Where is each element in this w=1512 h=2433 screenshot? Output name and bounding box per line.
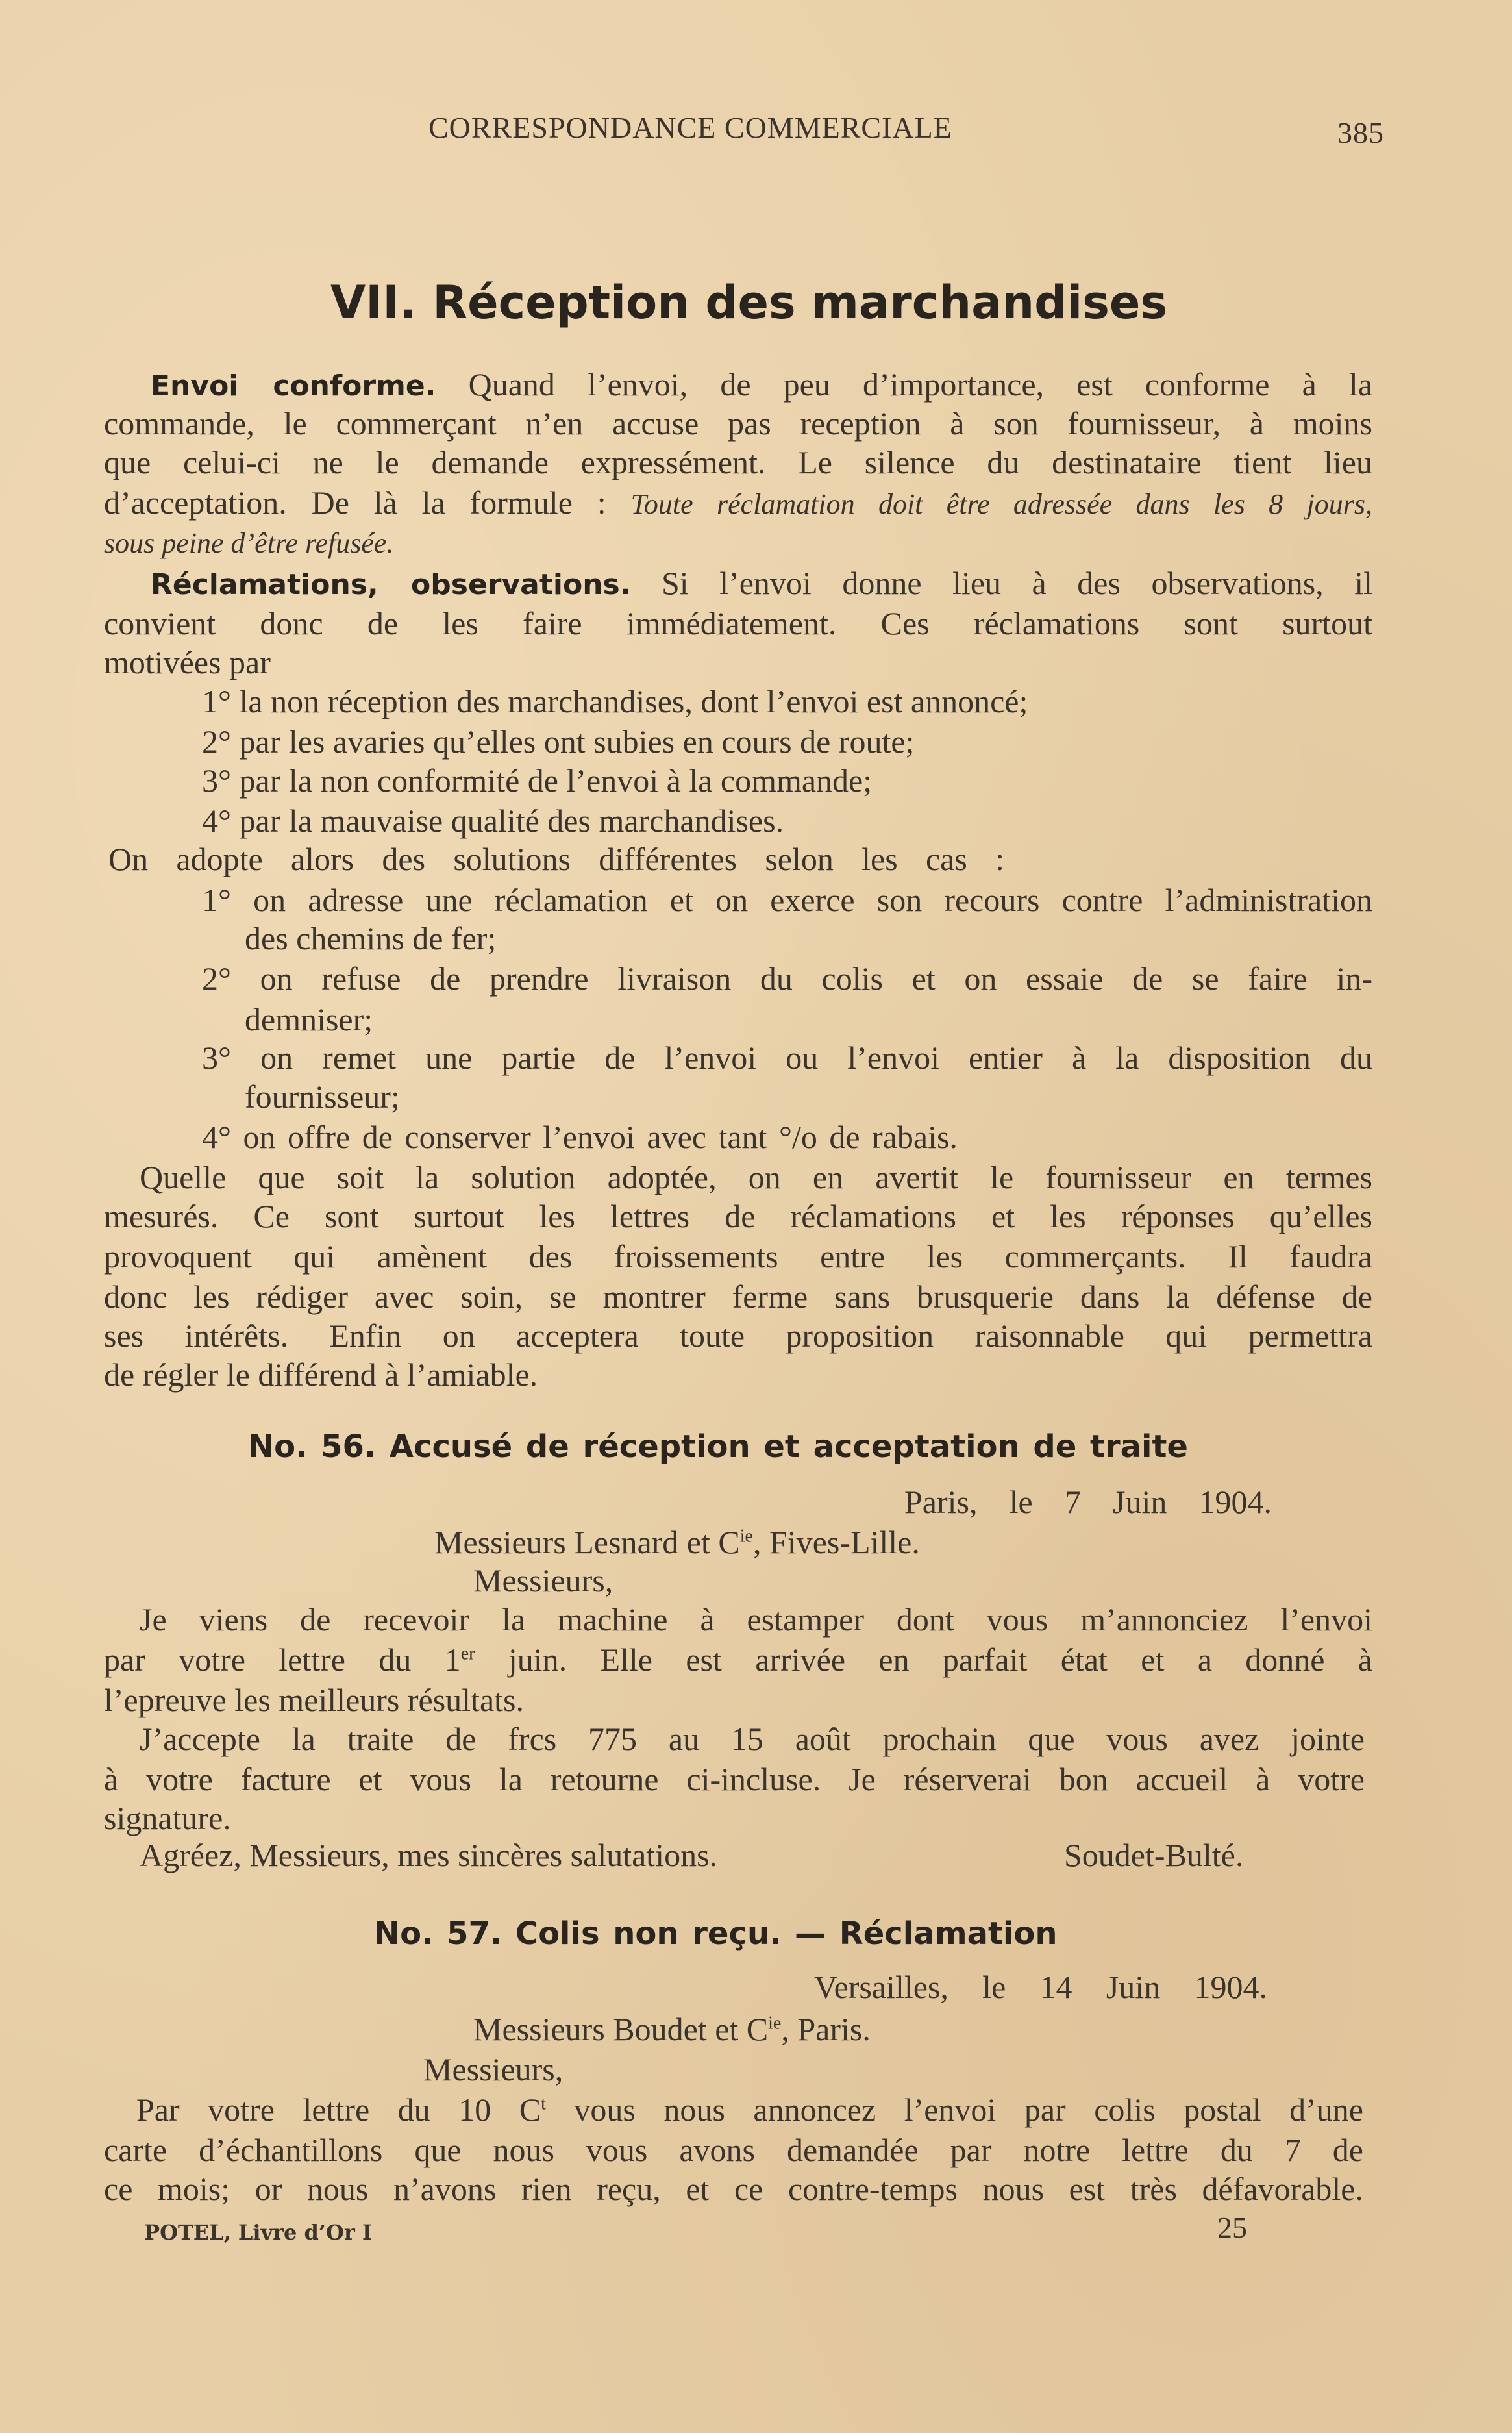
paragraph-line: On adopte alors des solutions différentes selon les cas : <box>108 841 1004 877</box>
paragraph-line: donc les rédiger avec soin, se montrer ferme sans brusquerie dans la défense de <box>104 1279 1372 1315</box>
section-title: VII. Réception des marchandises <box>330 276 1168 329</box>
formula-italic: Toute réclamation doit être adressée dans les 8 jours, <box>630 488 1372 520</box>
running-title: CORRESPONDANCE COMMERCIALE <box>428 111 952 144</box>
text: vous nous annoncez l’envoi par colis postal d’une <box>545 2091 1363 2128</box>
letter-line: carte d’échantillons que nous vous avons demandée par notre lettre du 7 de <box>104 2132 1363 2168</box>
list-item: 3° par la non conformité de l’envoi à la commande; <box>202 762 873 799</box>
text: de rabais. <box>829 1119 958 1155</box>
text: , Fives-Lille. <box>752 1524 920 1560</box>
list-item: 3° on remet une partie de l’envoi ou l’envoi entier à la disposition du <box>202 1040 1372 1076</box>
paragraph-line: mesurés. Ce sont surtout les lettres de réclamations et les réponses qu’elles <box>104 1198 1372 1234</box>
text: , Paris. <box>781 2011 871 2047</box>
letter-salutation: Messieurs, <box>473 1562 613 1599</box>
letter-line <box>104 1640 1372 1680</box>
percent-sign: °/o <box>778 1119 817 1155</box>
list-item <box>202 1117 958 1157</box>
list-item-cont: demniser; <box>245 1001 373 1038</box>
letter-addressee <box>473 2010 871 2049</box>
formula-italic: sous peine d’être refusée. <box>104 527 394 559</box>
text: 4° on offre de conserver l’envoi avec tant <box>202 1119 767 1155</box>
text: d’acceptation. De là la formule : <box>104 484 606 521</box>
list-item: 4° par la mauvaise qualité des marchandises. <box>202 803 784 839</box>
list-item-cont: des chemins de fer; <box>245 920 497 956</box>
letter-heading: No. 57. Colis non reçu. — Réclamation <box>374 1915 1058 1952</box>
letter-addressee <box>434 1523 920 1562</box>
text: Messieurs Lesnard et C <box>434 1524 740 1560</box>
paragraph-line <box>104 483 1372 523</box>
letter-line: Je viens de recevoir la machine à estamper dont vous m’annonciez l’envoi <box>140 1601 1372 1638</box>
paragraph-line: de régler le différend à l’amiable. <box>104 1356 538 1393</box>
text: Si l’envoi donne lieu à des observations, il <box>661 565 1372 601</box>
letter-closing: Agréez, Messieurs, mes sincères salutations. <box>140 1837 718 1873</box>
page-number: 385 <box>1337 116 1384 149</box>
list-item-cont: fournisseur; <box>245 1079 400 1115</box>
paragraph-line: ses intérêts. Enfin on acceptera toute proposition raisonnable qui permettra <box>104 1317 1372 1354</box>
paragraph-line <box>151 564 1372 603</box>
letter-line: l’epreuve les meilleurs résultats. <box>104 1682 524 1718</box>
letter-line: J’accepte la traite de frcs 775 au 15 août prochain que vous avez jointe <box>140 1721 1365 1757</box>
text: juin. Elle est arrivée en parfait état et a donné à <box>475 1641 1372 1678</box>
paragraph-line: que celui-ci ne le demande expressément. Le silence du destinataire tient lieu <box>104 444 1372 480</box>
letter-signature: Soudet-Bulté. <box>1064 1837 1244 1873</box>
text: par votre lettre du 1 <box>104 1641 461 1678</box>
list-item: 1° on adresse une réclamation et on exerce son recours contre l’administration <box>202 882 1372 918</box>
letter-date: Paris, le 7 Juin 1904. <box>904 1484 1272 1520</box>
list-item: 2° par les avaries qu’elles ont subies en cours de route; <box>202 723 915 760</box>
paragraph-line <box>151 365 1372 405</box>
letter-date: Versailles, le 14 Juin 1904. <box>814 1969 1267 2005</box>
list-item: 1° la non réception des marchandises, dont l’envoi est annoncé; <box>202 683 1028 719</box>
letter-line: à votre facture et vous la retourne ci-incluse. Je réserverai bon accueil à votre <box>104 1761 1365 1797</box>
run-in-heading: Envoi conforme. <box>151 369 436 403</box>
sheet-number: 25 <box>1217 2211 1247 2244</box>
paragraph-line: provoquent qui amènent des froissements entre les commerçants. Il faudra <box>104 1238 1372 1275</box>
superscript: er <box>460 1643 475 1664</box>
letter-line: ce mois; or nous n’avons rien reçu, et ce contre-temps nous est très défavorable. <box>104 2171 1363 2207</box>
letter-salutation: Messieurs, <box>423 2051 564 2088</box>
superscript: ie <box>768 2013 782 2034</box>
superscript: ie <box>739 1526 753 1547</box>
list-item: 2° on refuse de prendre livraison du colis et on essaie de se faire in- <box>202 960 1372 997</box>
text: Quand l’envoi, de peu d’importance, est conforme à la <box>468 366 1373 403</box>
letter-line: signature. <box>104 1800 231 1836</box>
superscript: t <box>541 2093 546 2114</box>
run-in-heading: Réclamations, observations. <box>151 568 631 601</box>
paragraph-line: motivées par <box>104 644 271 680</box>
letter-line <box>136 2090 1363 2130</box>
paragraph-line: commande, le commerçant n’en accuse pas reception à son fournisseur, à moins <box>104 405 1372 442</box>
text: Messieurs Boudet et C <box>473 2011 769 2047</box>
letter-heading: No. 56. Accusé de réception et acceptation de traite <box>248 1429 1188 1465</box>
paragraph-line: Quelle que soit la solution adoptée, on en avertit le fournisseur en termes <box>140 1159 1372 1195</box>
paragraph-line: convient donc de les faire immédiatement. Ces réclamations sont surtout <box>104 605 1372 642</box>
text: Par votre lettre du 10 C <box>136 2091 541 2128</box>
signature-mark: POTEL, Livre d’Or I <box>144 2220 372 2245</box>
